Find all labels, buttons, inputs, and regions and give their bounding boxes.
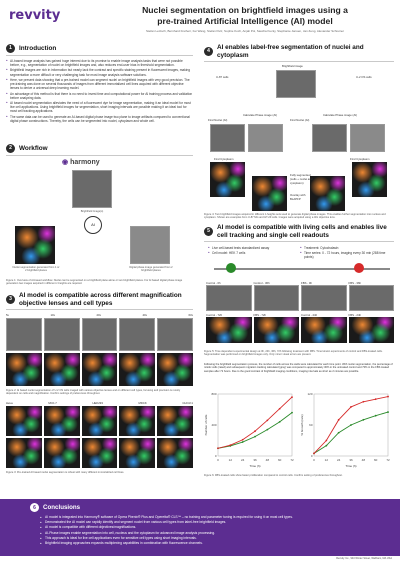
list-item: ● Cell model: HEK 7 cells bbox=[208, 251, 298, 255]
mag-label: 40x bbox=[142, 313, 147, 317]
brightfield-row bbox=[6, 318, 193, 351]
data-point bbox=[291, 396, 293, 398]
micrograph bbox=[254, 285, 300, 311]
data-point bbox=[338, 419, 340, 421]
celltype-bottom-row bbox=[6, 438, 193, 468]
brightfield-image bbox=[72, 170, 112, 208]
micrograph bbox=[206, 285, 252, 311]
section-header bbox=[204, 44, 394, 59]
segmented-image bbox=[82, 353, 118, 386]
conclusion-bullets bbox=[40, 515, 320, 546]
section-introduction bbox=[6, 44, 193, 124]
section-number: 2 bbox=[6, 144, 15, 153]
growth-rate-chart bbox=[300, 390, 392, 468]
nuclei-segmentation-image bbox=[15, 226, 55, 264]
micrograph bbox=[119, 318, 155, 351]
segmented-image bbox=[157, 438, 193, 468]
find-nuclei-label-right: Find Nuclei (AI) bbox=[290, 118, 310, 122]
y-tick-label: 800 bbox=[211, 392, 217, 396]
intro-bullets bbox=[6, 59, 193, 123]
data-point bbox=[279, 421, 281, 423]
fully-segmented-label: Fully segmented (cells + nuclei and cytoplasm) bbox=[290, 173, 313, 185]
section-title: AI model is compatible with living cells and enables live cell tracking and single cell readouts bbox=[217, 224, 387, 239]
segmented-image bbox=[210, 162, 245, 197]
list-item: ● AI based nuclei segmentation alleviates the need of a fluorescent dye for image segmentation, making it an ideal model for most live cell applications. Using brightfield images for segmentation, short imaging intervals are possible making it an ideal tool for most cell tracking applications. bbox=[6, 101, 193, 113]
find-cytoplasm-label-right: Find Cytoplasm bbox=[350, 157, 370, 161]
segmented-image bbox=[119, 438, 155, 468]
y-tick-label: 0 bbox=[214, 454, 217, 458]
figure-6-caption: Figure 6: FBS-treated cells show faster proliferation compared to control cells. Confirm setting of preferences throughout. bbox=[204, 474, 343, 477]
revvity-logo: revvity bbox=[9, 8, 61, 23]
section-header bbox=[204, 224, 394, 239]
y-tick-label: 120 bbox=[307, 392, 313, 396]
figure-1-caption: Figure 1: Overview of AI-based workflow. Nuclei can be segmented on a brightfield plane alone or two brightfield planes. For AI based digital phase image generation two images acquired in different z-heights are required. bbox=[6, 279, 183, 286]
section-title: AI enables label-free segmentation of nuclei and cytoplasm bbox=[217, 44, 364, 59]
segmented-image bbox=[6, 353, 42, 386]
segmented-image bbox=[119, 353, 155, 386]
data-point bbox=[387, 396, 389, 398]
phase-image bbox=[248, 124, 283, 152]
segmented-image bbox=[301, 317, 347, 343]
panel-label: FBS - 72h bbox=[253, 313, 267, 317]
segmented-image bbox=[6, 438, 42, 468]
panel-label: Control - 24h bbox=[301, 313, 318, 317]
brightfield-label: Brightfield image bbox=[282, 64, 303, 68]
cell-label: MCF-7 bbox=[48, 401, 57, 405]
calc-phase-label-right: Calculate Phase image (AI) bbox=[322, 113, 358, 117]
cell-label: CHO-K1 bbox=[182, 401, 193, 405]
mag-label: 10x bbox=[50, 313, 55, 317]
data-point bbox=[350, 406, 352, 408]
x-tick-label: 12 bbox=[324, 458, 329, 462]
section-title: Workflow bbox=[19, 144, 48, 152]
nuclei-caption: Nuclei segmentation generated from 1 or 2 brightfield planes bbox=[12, 266, 60, 273]
data-point bbox=[325, 445, 327, 447]
overlay-label: Overlay with BLAPFP bbox=[290, 193, 306, 201]
segmented-image bbox=[310, 176, 345, 211]
micrograph bbox=[349, 285, 395, 311]
list-item: ● An advantage of this method is that there is no need to invest time and computational power for AI training process and validation before analyzing data. bbox=[6, 92, 193, 100]
u87-label: U-87 cells bbox=[216, 75, 229, 79]
section-header bbox=[6, 144, 193, 153]
list-item: ● Time series: 0 - 72 hours, imaging every 30 min (288 time points) bbox=[300, 251, 392, 259]
x-tick-label: 36 bbox=[349, 458, 353, 462]
list-item: ● Brightfield images are rich in information but nearly lack the contrast and specific staining present in fluorescent images, making segmentation a more difficult or very challenging task for most image analysis software solutions. bbox=[6, 68, 193, 76]
mag-label: 63x bbox=[188, 313, 193, 317]
x-axis-label: Time (h) bbox=[345, 464, 357, 468]
data-point bbox=[291, 412, 293, 414]
y-tick-label: 60 bbox=[309, 423, 313, 427]
data-point bbox=[254, 436, 256, 438]
x-tick-label: 72 bbox=[386, 458, 390, 462]
data-point bbox=[362, 401, 364, 403]
cell-type-labels bbox=[6, 401, 193, 405]
segmented-image bbox=[206, 317, 252, 343]
section-title: Introduction bbox=[19, 44, 57, 52]
data-point bbox=[375, 415, 377, 417]
x-tick-label: 48 bbox=[265, 458, 270, 462]
panel-label: FBS - 0h bbox=[301, 281, 313, 285]
timeline-start-marker bbox=[226, 263, 236, 273]
list-item: ● This approach is ideal for live cell applications even for sensitive cell types using short imaging intervals. bbox=[40, 536, 320, 541]
micrograph bbox=[312, 124, 347, 152]
data-point bbox=[350, 424, 352, 426]
figure-3-caption: Figure 3: Pre-trained AI based nuclei segmentation is robust with many different immortalized cell lines. bbox=[6, 471, 125, 474]
section-objectives bbox=[6, 292, 193, 312]
data-point bbox=[242, 439, 244, 441]
segmented-image bbox=[352, 162, 387, 197]
x-tick-label: 60 bbox=[277, 458, 282, 462]
footer-text: Revvity Inc., 940 Winter Street, Waltham, MA USA bbox=[336, 557, 392, 560]
panel-label: Control - 36h bbox=[253, 281, 270, 285]
assay-bullets bbox=[208, 246, 298, 255]
panel-label: FBS - 36h bbox=[348, 281, 362, 285]
phase-image bbox=[350, 124, 385, 152]
cell-label: MDCK bbox=[138, 401, 147, 405]
section-number: 3 bbox=[6, 295, 15, 304]
segmented-image bbox=[82, 406, 118, 436]
segmented-image bbox=[157, 406, 193, 436]
y-axis-label: Number of cells bbox=[204, 414, 208, 436]
data-point bbox=[279, 408, 281, 410]
section-number: 5 bbox=[204, 227, 213, 236]
x-tick-label: 12 bbox=[228, 458, 233, 462]
cell-label: HEK293 bbox=[92, 401, 103, 405]
find-cytoplasm-label-left: Find Cytoplasm bbox=[214, 157, 234, 161]
timelapse-grid bbox=[206, 281, 394, 343]
micrograph bbox=[6, 318, 42, 351]
timeline-graphic bbox=[214, 262, 390, 276]
segmented-image bbox=[6, 406, 42, 436]
data-point bbox=[242, 441, 244, 443]
brightfield-caption: Brightfield Image(s) bbox=[80, 210, 104, 213]
y-tick-label: 0 bbox=[310, 454, 313, 458]
section-header bbox=[30, 503, 80, 512]
list-item: ● AI-Phase images enable segmentation into cell, nucleus and the cytoplasm for advanced image analysis processing. bbox=[40, 531, 320, 536]
micrograph bbox=[82, 318, 118, 351]
u2os-label: U-2 OS cells bbox=[356, 75, 372, 79]
list-item: ● Demonstrated the AI model can rapidly identify and segment nuclei from various cell types from label-free brightfield images. bbox=[40, 520, 320, 525]
plot-area bbox=[218, 394, 292, 456]
x-tick-label: 0 bbox=[217, 458, 219, 462]
list-item: ● Live cell-based tests standardized assay bbox=[208, 246, 298, 250]
calc-phase-label-left: Calculate Phase image (AI) bbox=[242, 113, 278, 117]
y-tick-label: 400 bbox=[211, 423, 217, 427]
list-item: ● Here, we present data showing that a pre-trained model can segment nuclei on brightfield images with very good precision. The pre-training was done on several thousands of images from different immortalized cell lines acquired with different objective lenses to derive a universal deep learning model. bbox=[6, 78, 193, 90]
x-tick-label: 36 bbox=[253, 458, 257, 462]
live-cell-body-text: Following the brightfield segmentation process, the number of cells across the wells were calculated for each time point. With nuclei segmentation, the percentage of mitotic cells (rated) and subsequent migration tracking calculated (gray) was compared to approximately 30% in the untreated control and 70% in the FBS treated samples after 72 hours. Due to the good contrast of brightfield imaging conditions, imaging intervals as short as 2 minutes are possible. bbox=[204, 363, 393, 373]
x-tick-label: 0 bbox=[313, 458, 315, 462]
data-point bbox=[338, 432, 340, 434]
author-list: Stefan Letzsch, Bernhard Freiherr, Fei Wang, Stefan Pelz, Sophie Koch, Anjali Pol, Sascha Kucky, Stephanie Jansen, Jan Zeng, Alexander Schreiner bbox=[145, 29, 345, 33]
data-point bbox=[266, 419, 268, 421]
mag-label: 20x bbox=[96, 313, 101, 317]
panel-label: Control - 0h bbox=[206, 281, 221, 285]
treatment-bullets bbox=[300, 246, 392, 260]
panel-label: FBS - 24h bbox=[348, 313, 362, 317]
section-title: Conclusions bbox=[43, 504, 81, 511]
data-point bbox=[254, 430, 256, 432]
x-tick-label: 24 bbox=[240, 458, 245, 462]
cell-label: HeLa bbox=[6, 401, 13, 405]
list-item: ● AI model is integrated into Harmony® software of Opera Phenix® Plus and Operetta® CLS™ – no training and parameter tuning is required for using it on most cell types. bbox=[40, 515, 320, 520]
harmony-logo: ◉ harmony bbox=[62, 159, 100, 166]
segmented-image bbox=[44, 406, 80, 436]
data-point bbox=[266, 429, 268, 431]
digital-phase-image bbox=[130, 226, 170, 264]
data-point bbox=[375, 398, 377, 400]
y-axis-label: % Growth (rate) bbox=[300, 414, 304, 436]
list-item: ● AI model is compatible with different objectives/magnifications. bbox=[40, 525, 320, 530]
digital-phase-caption: Digital phase image generated from 2 brightfield planes bbox=[129, 266, 173, 273]
section-label-free bbox=[204, 44, 394, 64]
list-item: ● Treatment: Cytochalasin bbox=[300, 246, 392, 250]
micrograph bbox=[301, 285, 347, 311]
section-header bbox=[6, 44, 193, 53]
figure-2-caption: Figure 2: AI based nuclei segmentation of U-2 OS cells imaged with various objective lenses and on different cell types, focusing and precision is mostly dependent on cells and magnification. Confirm settings of preferences throughout. bbox=[6, 389, 181, 396]
section-title: AI model is compatible across different magnification objective lenses and cell types bbox=[19, 292, 182, 307]
micrograph bbox=[210, 124, 245, 152]
brightfield-image bbox=[276, 70, 316, 98]
find-nuclei-label-left: Find Nuclei (AI) bbox=[208, 118, 228, 122]
segmented-image bbox=[254, 317, 300, 343]
celltype-top-row bbox=[6, 406, 193, 436]
x-axis-label: Time (h) bbox=[249, 464, 261, 468]
section-header bbox=[6, 292, 193, 307]
timeline-end-marker bbox=[354, 263, 364, 273]
list-item: ● AI-based image analysis has gained huge interest due to its promise to enable image analysis tasks that were not possible before, e.g., segmentation of nuclei on brightfield images and, also reduces end-user bias in threshold segmentation. bbox=[6, 59, 193, 67]
micrograph bbox=[157, 318, 193, 351]
data-point bbox=[229, 444, 231, 446]
segmented-image bbox=[252, 176, 287, 211]
data-point bbox=[387, 411, 389, 413]
data-point bbox=[362, 419, 364, 421]
list-item: ● Brightfield imaging approaches expands multiplexing capabilities in combination with fluorescence channels. bbox=[40, 541, 320, 546]
section-number: 4 bbox=[204, 47, 213, 56]
section-workflow bbox=[6, 144, 193, 159]
section-live-cell bbox=[204, 224, 394, 244]
mag-label: 5x bbox=[6, 313, 9, 317]
magnification-labels bbox=[6, 313, 193, 317]
figure-5-caption: Figure 5: Time dependent experimental design at 0h, 24h, 36h, 72h following treatment with FBS. Time kinetic experiments of control and FBS-treated cells. Segmentation was performed on brightfield images only. Only minor visual errors are present. bbox=[204, 350, 383, 357]
x-tick-label: 48 bbox=[361, 458, 366, 462]
poster-title: Nuclei segmentation on brightfield images using a pre-trained Artificial Intelligence (AI) model bbox=[142, 5, 348, 26]
data-point bbox=[313, 453, 315, 455]
panel-label: Control - 72h bbox=[206, 313, 223, 317]
segmented-image bbox=[44, 353, 80, 386]
x-tick-label: 72 bbox=[290, 458, 294, 462]
section-number: 1 bbox=[6, 44, 15, 53]
segmented-row bbox=[6, 353, 193, 386]
segmented-image bbox=[349, 317, 395, 343]
segmented-image bbox=[82, 438, 118, 468]
cell-count-chart bbox=[204, 390, 296, 468]
list-item: ● The same data can be used to generate an AI-based digital phase image two plane to image artifacts compared to conventional digital phase constructions. Thereby, the cells can be segmented into nuclei, cytoplasm and whole cell. bbox=[6, 115, 193, 123]
x-tick-label: 60 bbox=[373, 458, 378, 462]
micrograph bbox=[44, 318, 80, 351]
x-tick-label: 24 bbox=[336, 458, 341, 462]
ai-model-icon: AI bbox=[84, 216, 102, 234]
section-number: 6 bbox=[30, 503, 39, 512]
figure-4-caption: Figure 4: Two brightfield images acquired in different z-heights sets used to generate digital phase images. This enables further segmentation into nucleus and cytoplasm. Shown are examples from U-87 MG and HT-29 cells. Images were acquired using a 40x objective lens. bbox=[204, 213, 386, 220]
data-point bbox=[325, 440, 327, 442]
segmented-image bbox=[119, 406, 155, 436]
segmented-image bbox=[157, 353, 193, 386]
data-point bbox=[217, 447, 219, 449]
conclusions-band bbox=[0, 499, 400, 556]
segmented-image bbox=[44, 438, 80, 468]
harmony-icon: ◉ bbox=[62, 159, 69, 166]
